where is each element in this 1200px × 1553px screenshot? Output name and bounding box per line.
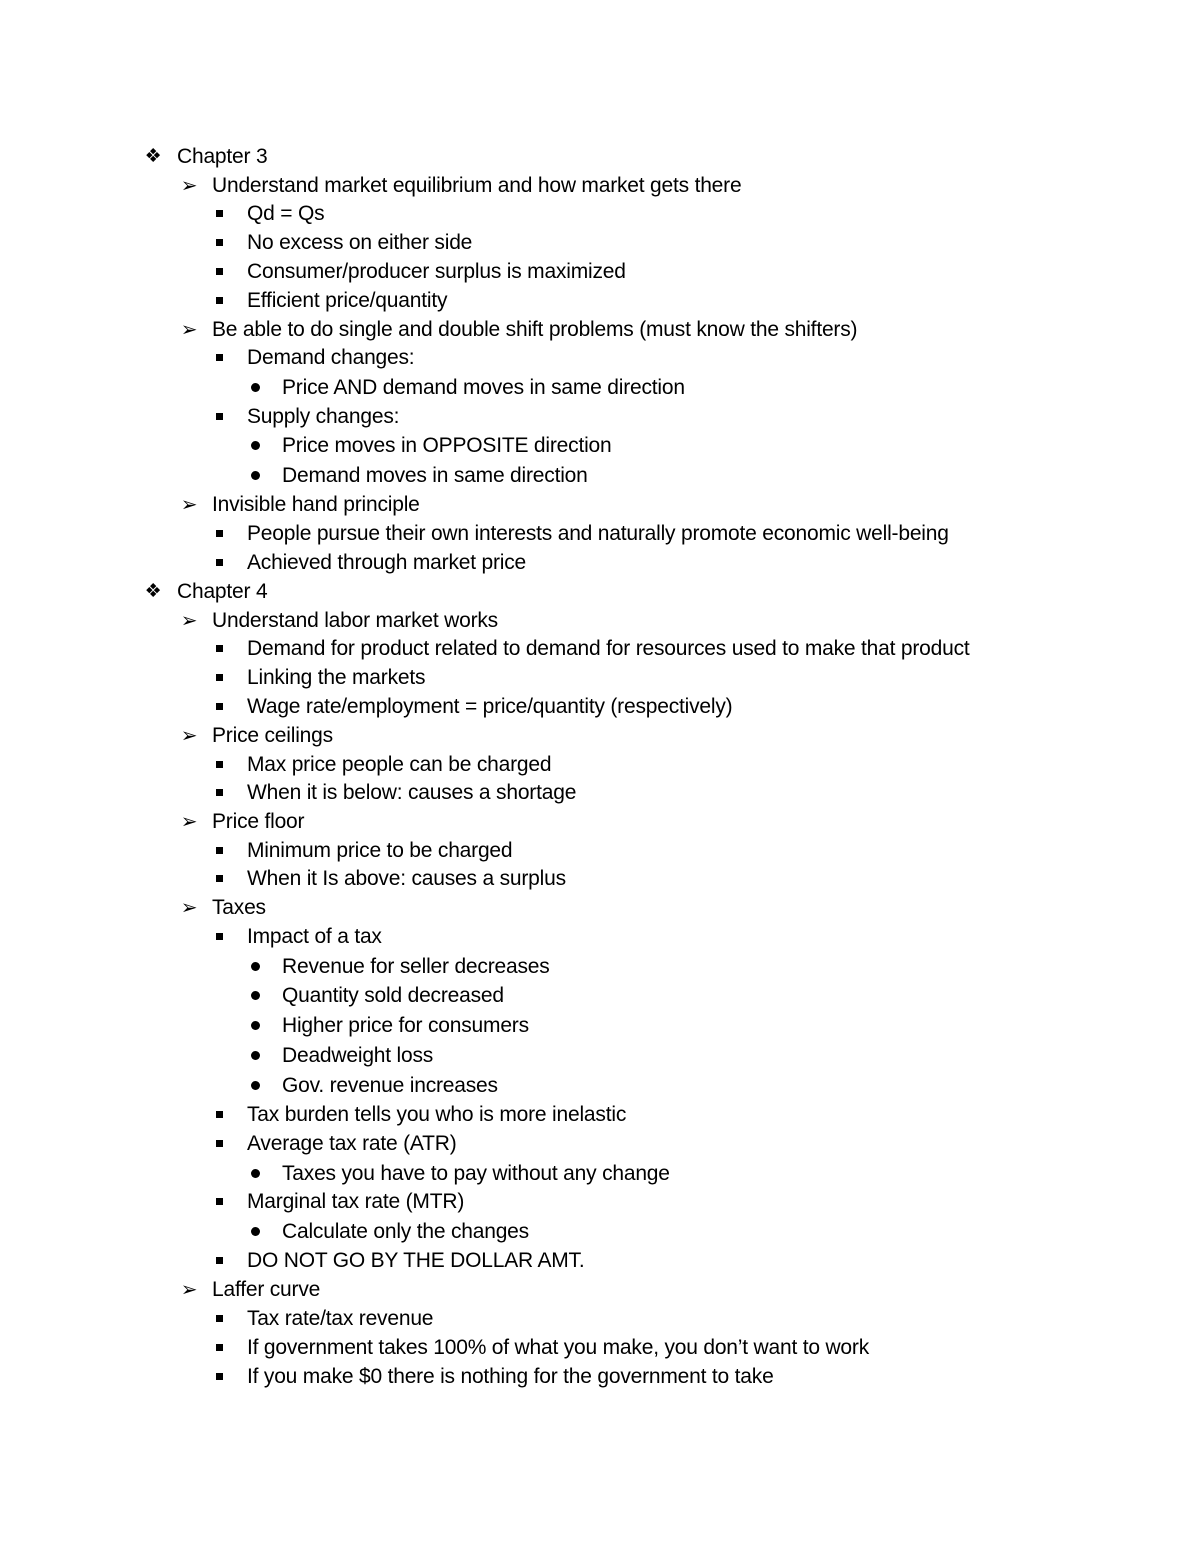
square-bullet-icon bbox=[216, 875, 223, 882]
outline-item-text: Qd = Qs bbox=[247, 202, 325, 225]
outline-item-text: If government takes 100% of what you make, you don’t want to work bbox=[247, 1336, 870, 1359]
dot-bullet-icon bbox=[251, 1081, 260, 1090]
dot-bullet-icon bbox=[251, 471, 260, 480]
dot-bullet-icon bbox=[251, 991, 260, 1000]
square-bullet-icon bbox=[216, 1111, 223, 1118]
outline-item-text: If you make $0 there is nothing for the government to take bbox=[247, 1365, 774, 1388]
outline-item-text: Invisible hand principle bbox=[212, 493, 420, 516]
square-bullet-icon bbox=[216, 1315, 223, 1322]
diamond-bullet-icon: ❖ bbox=[144, 146, 162, 167]
outline-item-text: Price moves in OPPOSITE direction bbox=[282, 434, 612, 457]
square-bullet-icon bbox=[216, 789, 223, 796]
outline-item-text: Understand labor market works bbox=[212, 609, 498, 632]
outline-item-text: Demand moves in same direction bbox=[282, 464, 588, 487]
square-bullet-icon bbox=[216, 674, 223, 681]
square-bullet-icon bbox=[216, 268, 223, 275]
square-bullet-icon bbox=[216, 645, 223, 652]
outline-item-text: Chapter 4 bbox=[177, 580, 268, 603]
square-bullet-icon bbox=[216, 1140, 223, 1147]
outline-item-text: Chapter 3 bbox=[177, 145, 268, 168]
outline-item-text: Linking the markets bbox=[247, 666, 426, 689]
outline-item-text: Price AND demand moves in same direction bbox=[282, 376, 685, 399]
outline-item-text: Higher price for consumers bbox=[282, 1014, 529, 1037]
outline-item-text: People pursue their own interests and naturally promote economic well-being bbox=[247, 522, 949, 545]
square-bullet-icon bbox=[216, 933, 223, 940]
square-bullet-icon bbox=[216, 297, 223, 304]
outline-item-text: No excess on either side bbox=[247, 231, 473, 254]
arrow-bullet-icon: ➢ bbox=[180, 319, 198, 341]
outline-item-text: Calculate only the changes bbox=[282, 1220, 529, 1243]
dot-bullet-icon bbox=[251, 441, 260, 450]
outline-item-text: When it is below: causes a shortage bbox=[247, 781, 577, 804]
diamond-bullet-icon: ❖ bbox=[144, 581, 162, 602]
outline-item-text: Marginal tax rate (MTR) bbox=[247, 1190, 465, 1213]
arrow-bullet-icon: ➢ bbox=[180, 811, 198, 833]
outline-item-text: Quantity sold decreased bbox=[282, 984, 504, 1007]
arrow-bullet-icon: ➢ bbox=[180, 175, 198, 197]
square-bullet-icon bbox=[216, 847, 223, 854]
dot-bullet-icon bbox=[251, 1227, 260, 1236]
arrow-bullet-icon: ➢ bbox=[180, 897, 198, 919]
outline-item-text: Understand market equilibrium and how market gets there bbox=[212, 174, 742, 197]
arrow-bullet-icon: ➢ bbox=[180, 1279, 198, 1301]
square-bullet-icon bbox=[216, 210, 223, 217]
outline-item-text: Supply changes: bbox=[247, 405, 400, 428]
square-bullet-icon bbox=[216, 354, 223, 361]
outline-item-text: Revenue for seller decreases bbox=[282, 955, 550, 978]
dot-bullet-icon bbox=[251, 1051, 260, 1060]
square-bullet-icon bbox=[216, 1373, 223, 1380]
outline-item-text: Taxes bbox=[212, 896, 266, 919]
arrow-bullet-icon: ➢ bbox=[180, 610, 198, 632]
square-bullet-icon bbox=[216, 761, 223, 768]
square-bullet-icon bbox=[216, 1344, 223, 1351]
outline-item-text: Tax burden tells you who is more inelastic bbox=[247, 1103, 627, 1126]
outline-item-text: Achieved through market price bbox=[247, 551, 527, 574]
square-bullet-icon bbox=[216, 1198, 223, 1205]
arrow-bullet-icon: ➢ bbox=[180, 494, 198, 516]
outline-item-text: Taxes you have to pay without any change bbox=[282, 1162, 670, 1185]
outline-item-text: Price floor bbox=[212, 810, 305, 833]
dot-bullet-icon bbox=[251, 383, 260, 392]
outline-item-text: Consumer/producer surplus is maximized bbox=[247, 260, 626, 283]
outline-item-text: Gov. revenue increases bbox=[282, 1074, 498, 1097]
outline-item-text: When it Is above: causes a surplus bbox=[247, 867, 566, 890]
outline-item-text: Efficient price/quantity bbox=[247, 289, 448, 312]
square-bullet-icon bbox=[216, 239, 223, 246]
outline-item-text: Demand changes: bbox=[247, 346, 415, 369]
outline-item-text: Demand for product related to demand for resources used to make that product bbox=[247, 637, 970, 660]
outline-item-text: DO NOT GO BY THE DOLLAR AMT. bbox=[247, 1249, 585, 1272]
outline-item-text: Laffer curve bbox=[212, 1278, 321, 1301]
outline-item-text: Max price people can be charged bbox=[247, 753, 552, 776]
outline-item-text: Price ceilings bbox=[212, 724, 333, 747]
arrow-bullet-icon: ➢ bbox=[180, 725, 198, 747]
square-bullet-icon bbox=[216, 559, 223, 566]
square-bullet-icon bbox=[216, 1257, 223, 1264]
square-bullet-icon bbox=[216, 413, 223, 420]
outline-item-text: Deadweight loss bbox=[282, 1044, 434, 1067]
outline-item-text: Tax rate/tax revenue bbox=[247, 1307, 434, 1330]
outline-item-text: Wage rate/employment = price/quantity (respectively) bbox=[247, 695, 733, 718]
square-bullet-icon bbox=[216, 703, 223, 710]
outline-item-text: Be able to do single and double shift problems (must know the shifters) bbox=[212, 318, 858, 341]
outline-item-text: Average tax rate (ATR) bbox=[247, 1132, 457, 1155]
dot-bullet-icon bbox=[251, 1021, 260, 1030]
outline-item-text: Minimum price to be charged bbox=[247, 839, 513, 862]
dot-bullet-icon bbox=[251, 962, 260, 971]
outline-item-text: Impact of a tax bbox=[247, 925, 382, 948]
square-bullet-icon bbox=[216, 530, 223, 537]
dot-bullet-icon bbox=[251, 1169, 260, 1178]
